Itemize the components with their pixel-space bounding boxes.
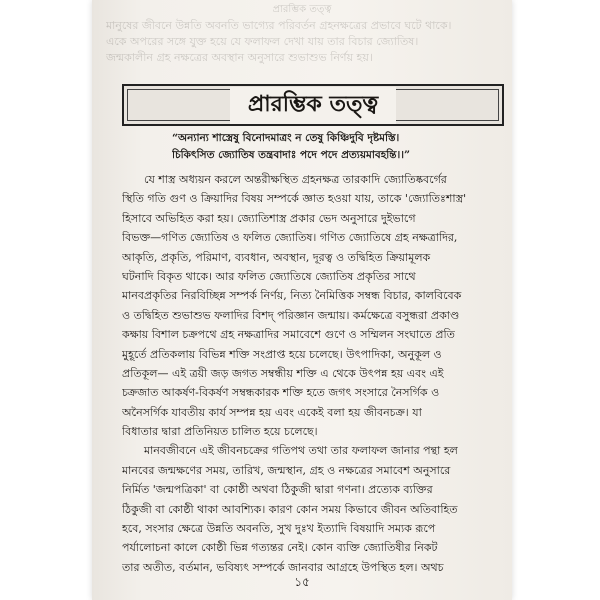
- paragraph-2-line: তার অতীত, বর্তমান, ভবিষ্যৎ সম্পর্কে জানবার আগ্রহে উপস্থিত হল। অথচ: [122, 560, 444, 574]
- paragraph-2-line: ঠিকুজী বা কোষ্ঠী থাকা আবশ্যিক। কারণ কোন সময় কিভাবে জীবন অতিবাহিত: [122, 502, 458, 516]
- chapter-heading-box: [122, 84, 504, 126]
- paragraph-1-line: হিসাবে অভিহিত করা হয়। জ্যোতিশাস্ত্র প্রকার ভেদ অনুসারে দুইভাগে: [122, 211, 416, 225]
- paragraph-1-line: চক্রজাত আকর্ষণ-বিকর্ষণ সম্বন্ধকারক শক্তি হতে জগৎ সংসারে নৈসর্গিক ও: [122, 386, 440, 400]
- page-number: ১৫: [294, 575, 310, 589]
- sanskrit-quote: [172, 130, 502, 164]
- paragraph-1-line: মানবপ্রকৃতির নিরবিচ্ছিন্ন সম্পর্ক নির্ণয়, নিত্য নৈমিত্তিক সম্বন্ধ বিচার, কালবিবেক: [122, 289, 462, 303]
- paragraph-1-line: কক্ষায় বিশাল চক্রপথে গ্রহ নক্ষত্রাদির সমাবেশে গুণে ও সম্মিলন সংঘাতে প্রতি: [122, 328, 455, 342]
- bleed-line: মানুষের জীবনে উন্নতি অবনতি ভাগ্যের পরিবর্তন গ্রহনক্ষত্রের প্রভাবে ঘটে থাকে।: [106, 19, 452, 32]
- paragraph-2-line: মানবের জন্মক্ষণের সময়, তারিখ, জন্মস্থান, গ্রহ ও নক্ষত্রের সমাবেশ অনুসারে: [122, 463, 451, 477]
- quote-line: “অন্যান্য শাস্ত্রেষু বিনোদমাত্রং ন তেষু কিঞ্চিদুবি দৃষ্টমস্তি।: [172, 132, 400, 144]
- paragraph-1-line: বিভক্ত—গণিত জ্যোতিষ ও ফলিত জ্যোতিষ। গণিত জ্যোতিষে গ্রহ নক্ষত্রাদির,: [122, 231, 458, 245]
- paragraph-2-line: মানবজীবনে এই জীবনচক্রের গতিপথ তথা তার ফলাফল জানার পন্থা হল: [144, 444, 458, 458]
- bleed-line: জন্মকালীন গ্রহ নক্ষত্রের অবস্থান অনুসারে শুভাশুভ নির্ণয় হয়।: [106, 51, 373, 64]
- paragraph-1-line: আকৃতি, প্রকৃতি, পরিমাণ, ব্যবধান, অবস্থান, দূরত্ব ও তদ্বিহিত ক্রিয়ামূলক: [122, 250, 431, 264]
- quote-line: চিকিৎসিত জ্যোতিষ তন্ত্রবাদাঃ পদে পদে প্রত্যয়মাবহন্তি।।”: [172, 149, 411, 161]
- bleed-through-text: [106, 2, 498, 66]
- body-text: [122, 170, 504, 577]
- paragraph-1-line: প্রতিকূল— এই ত্রয়ী জড় জগত সম্বন্ধীয় শক্তি এ থেকে উৎপন্ন হয় এবং এই: [122, 366, 444, 380]
- paragraph-1-line: যে শাস্ত্র অধ্যয়ন করলে অন্তরীক্ষস্থিত গ্রহনক্ষত্র তারকাদি জ্যোতিষ্কবর্গের: [144, 173, 447, 186]
- paragraph-2-line: হবে, সংসার ক্ষেত্রে উন্নতি অবনতি, সুখ দুঃখ ইত্যাদি বিষয়াদি সম্যক রূপে: [122, 522, 436, 536]
- bleed-header: প্রারম্ভিক তত্ত্ব: [272, 4, 332, 15]
- chapter-heading: প্রারম্ভিক তত্ত্ব: [230, 87, 396, 124]
- paragraph-1-line: স্থিতি গতি গুণ ও ক্রিয়াদির বিষয় সম্পর্কে জ্ঞাত হওয়া যায়, তাকে 'জ্যোতিঃশাস্ত্র': [122, 192, 467, 206]
- bleed-line: একে অপরের সঙ্গে যুক্ত হয়ে যে ফলাফল দেখা যায় তার বিচার জ্যোতিষ।: [106, 35, 419, 48]
- paragraph-1-line: মুহূর্তে প্রতিকলায় বিভিন্ন শক্তি সংপ্রাপ্ত হয়ে চলেছে। উৎপাদিকা, অনুকূল ও: [122, 347, 442, 361]
- paragraph-1-line: বিধাতার দ্বারা প্রতিনিয়ত চালিত হয়ে চলেছে।: [122, 425, 318, 439]
- paragraph-2-line: পর্যালোচনা কালে কোষ্ঠী ভিন্ন গত্যন্তর নেই। কোন ব্যক্তি জ্যোতিষীর নিকট: [122, 541, 438, 555]
- paragraph-1-line: অনৈসর্গিক যাবতীয় কার্য সম্পন্ন হয় এবং একেই বলা হয় জীবনচক্র। যা: [122, 405, 422, 419]
- paragraph-2-line: নির্মিত 'জন্মপত্রিকা' বা কোষ্ঠী অথবা ঠিকুজী দ্বারা গণনা। প্রত্যেক ব্যক্তির: [122, 483, 433, 497]
- paragraph-1-line: ঘটনাদি বিকৃত থাকে। আর ফলিত জ্যোতিষে জ্যোতিষ প্রকৃতির সাথে: [122, 269, 416, 283]
- book-page: [92, 0, 512, 600]
- paragraph-1-line: ও তদ্বিহিত শুভাশুভ ফলাদির বিশদ্ পরিজ্ঞান জন্মায়। কর্মক্ষেত্রে বসুন্ধরা প্রকাণ্ড: [122, 308, 460, 322]
